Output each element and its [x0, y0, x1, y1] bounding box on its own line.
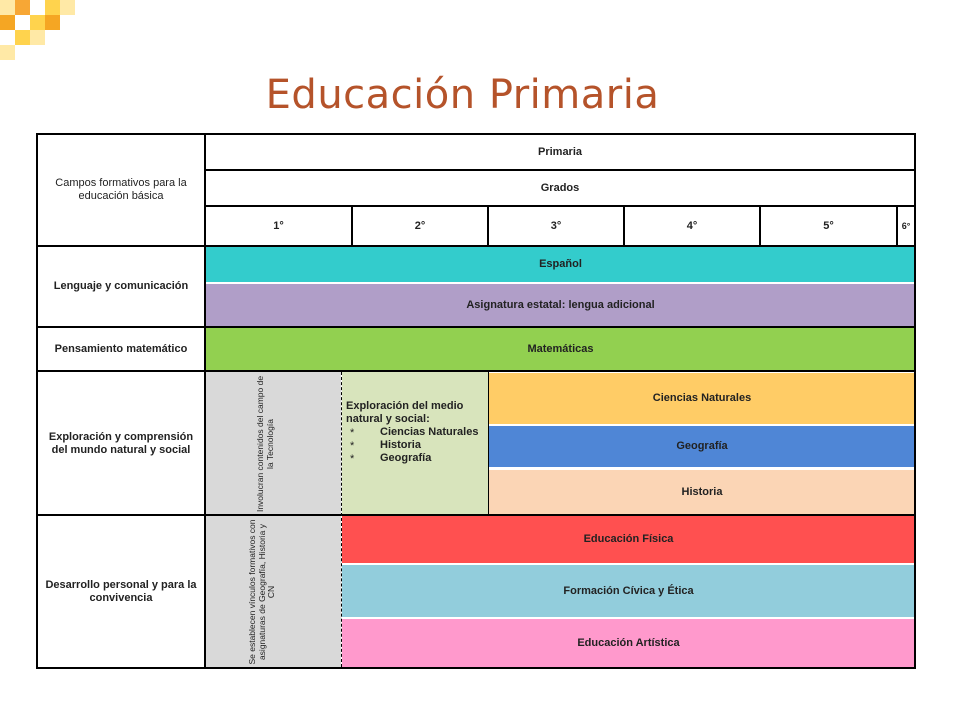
border-h4	[36, 326, 916, 328]
border-h6	[36, 514, 916, 516]
espanol-band: Español	[206, 247, 915, 282]
border-bottom	[36, 667, 916, 669]
geografia-band: Geografía	[489, 426, 915, 467]
grados-header: Grados	[540, 181, 580, 194]
border-h3	[36, 245, 916, 247]
exploracion-label: Exploración y comprensión del mundo natural y social	[48, 430, 194, 456]
grade-1: 1°	[273, 219, 284, 232]
estatal-band: Asignatura estatal: lengua adicional	[206, 284, 915, 326]
border-h2	[204, 205, 916, 207]
ciencias-band: Ciencias Naturales	[489, 373, 915, 424]
matematicas-band: Matemáticas	[206, 328, 915, 371]
border-right	[914, 133, 916, 669]
ed-fisica-band: Educación Física	[342, 516, 915, 563]
grade-sep	[487, 206, 489, 246]
campos-header: Campos formativos para la educación básica	[55, 177, 187, 202]
civica-band: Formación Cívica y Ética	[342, 565, 915, 617]
border-left	[36, 133, 38, 669]
grade-sep	[351, 206, 353, 246]
lenguaje-label: Lenguaje y comunicación	[53, 280, 189, 292]
grade-4: 4°	[686, 219, 698, 232]
grade-3: 3°	[550, 219, 562, 232]
border-top	[36, 133, 916, 135]
desarrollo-label: Desarrollo personal y para la convivencia	[45, 579, 197, 604]
border-h5	[36, 370, 916, 372]
grade-2: 2°	[414, 219, 426, 232]
medio-border	[488, 371, 489, 515]
grade-sep	[759, 206, 761, 246]
grade-6: 6°	[901, 221, 911, 231]
medio-content	[346, 400, 486, 465]
medio-title: Exploración del medio natural y social:	[346, 400, 464, 425]
artistica-band: Educación Artística	[342, 619, 915, 667]
grade-sep	[623, 206, 625, 246]
historia-band: Historia	[489, 470, 915, 514]
medio-item: * Ciencias Naturales	[346, 426, 486, 439]
grade-5: 5°	[823, 219, 834, 232]
medio-item: * Geografía	[346, 452, 486, 465]
pensamiento-label: Pensamiento matemático	[54, 342, 188, 355]
vinculos-note: Se establecen vínculos formativos con asignaturas de Geografía, Historia y CN	[247, 519, 276, 665]
tecnologia-note: Involucran contenidos del campo de la Tecnología	[255, 375, 275, 513]
dashed-divider	[341, 372, 342, 667]
page-title: Educación Primaria	[265, 72, 660, 118]
primaria-header: Primaria	[537, 145, 583, 158]
border-col-1	[204, 133, 206, 669]
medio-item: * Historia	[346, 439, 486, 452]
grade-sep	[896, 206, 898, 246]
border-h1	[204, 169, 916, 171]
